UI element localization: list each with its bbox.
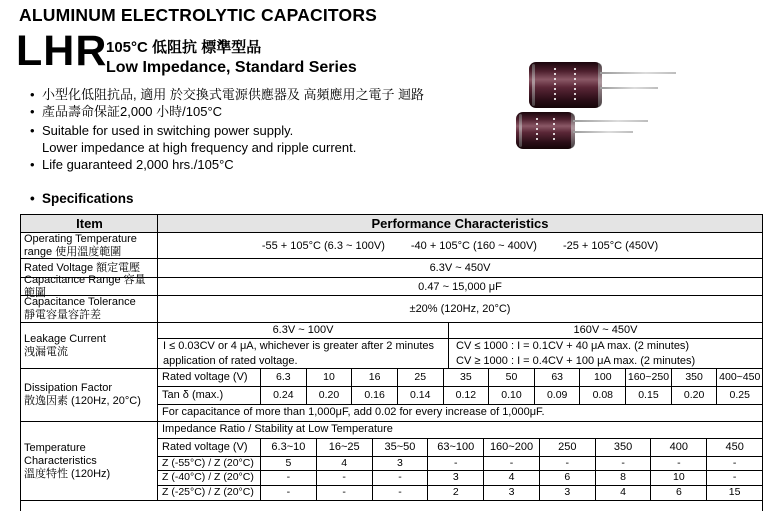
impedance-ratio-cell: 4 [484, 471, 540, 485]
series-subtitle [106, 36, 357, 77]
capacitor-rim [598, 63, 602, 107]
dissipation-tan-cell: 0.09 [535, 387, 581, 404]
impedance-ratio-cell: - [732, 471, 737, 484]
capacitor-print-marking [536, 118, 538, 143]
dissipation-voltage-cell: 400~450 [719, 371, 761, 383]
impedance-ratio-cell: 10 [651, 471, 707, 485]
dissipation-tan-cell: 0.20 [672, 387, 718, 404]
item-label [21, 296, 158, 322]
impedance-ratio-title: Impedance Ratio / Stability at Low Temperature [162, 423, 393, 435]
temperature-voltage-cell: 35~50 [373, 439, 429, 456]
capacitor-print-marking [574, 68, 576, 102]
feature-item [30, 103, 424, 120]
series-subtitle-en: Low Impedance, Standard Series [106, 59, 357, 76]
feature-text: 小型化低阻抗品, 適用 於交換式電源供應器及 高頻應用之電子 迴路 [42, 87, 425, 102]
temperature-voltage-row-header: Rated voltage (V) [158, 439, 261, 456]
dissipation-tan-cell: 0.24 [261, 387, 307, 404]
temperature-voltage-row [158, 438, 762, 456]
row-operating-temperature [21, 232, 762, 258]
capacitor-print-marking [554, 68, 556, 102]
dissipation-note: For capacitance of more than 1,000μF, add 0.02 for every increase of 1,000μF. [158, 404, 762, 421]
item-label-line: Characteristics [24, 454, 97, 467]
row-capacitance-range [21, 273, 762, 299]
dissipation-voltage-cell: 10 [307, 369, 353, 386]
temperature-subtable [158, 422, 762, 500]
feature-item [30, 122, 424, 139]
capacitor-lead [600, 87, 658, 89]
dissipation-factor-values [158, 369, 762, 421]
item-label-line: Operating Temperature [24, 232, 137, 245]
dissipation-tan-row [158, 386, 762, 404]
impedance-ratio-cell: - [261, 471, 317, 485]
leakage-low-range-header: 6.3V ~ 100V [158, 323, 449, 338]
impedance-ratio-cell: 3 [540, 486, 596, 500]
dissipation-tan-cell: 0.25 [729, 389, 750, 402]
impedance-ratio-row-minus40 [158, 470, 762, 485]
dissipation-voltage-cell: 16 [352, 369, 398, 386]
operating-temperature-values [158, 233, 762, 258]
impedance-ratio-cell: - [732, 456, 737, 469]
impedance-ratio-cell: - [373, 471, 429, 485]
item-label-line: Capacitance Range 容量範圍 [24, 273, 146, 299]
specifications-heading [30, 191, 134, 206]
row-dissipation-factor [21, 368, 762, 421]
col-header-item: Item [21, 215, 158, 232]
impedance-ratio-cell: - [317, 486, 373, 500]
impedance-ratio-cell: - [428, 457, 484, 471]
impedance-ratio-cell: - [261, 486, 317, 500]
item-label [21, 422, 158, 500]
leakage-spec-line: CV ≥ 1000 : I = 0.4CV + 100 μA max. (2 minutes) [456, 354, 696, 367]
impedance-ratio-cell: - [596, 457, 652, 471]
row-temperature-characteristics [21, 421, 762, 500]
impedance-ratio-cell: 2 [428, 486, 484, 500]
row-capacitance-tolerance [21, 295, 762, 322]
leakage-subtable [158, 323, 762, 368]
impedance-ratio-cell: - [540, 457, 596, 471]
item-label [21, 369, 158, 421]
leakage-subheaders [158, 323, 762, 339]
temp-range-value: -25 + 105°C (450V) [562, 239, 659, 252]
temperature-voltage-cell: 63~100 [428, 439, 484, 456]
temp-range-value: -55 + 105°C (6.3 ~ 100V) [261, 239, 385, 252]
leakage-high-range-header: 160V ~ 450V [573, 324, 638, 336]
impedance-ratio-cell: 8 [596, 471, 652, 485]
item-label-line: 洩漏電流 [24, 345, 68, 358]
leakage-high-range-spec [449, 339, 762, 368]
impedance-ratio-cell: 4 [596, 486, 652, 500]
rated-voltage-value: 6.3V ~ 450V [429, 262, 491, 274]
feature-text: 產品壽命保証2,000 小時/105°C [42, 104, 223, 119]
temperature-voltage-cell: 400 [651, 439, 707, 456]
impedance-ratio-cell: - [484, 457, 540, 471]
item-label [21, 233, 158, 258]
temperature-voltage-cell: 250 [540, 439, 596, 456]
table-continuation [20, 501, 763, 511]
bullet-icon: • [30, 87, 35, 102]
item-label-line: Rated Voltage 額定電壓 [24, 261, 141, 274]
dissipation-tan-cell: 0.14 [398, 387, 444, 404]
impedance-ratio-cell: 4 [317, 457, 373, 471]
temperature-characteristics-values [158, 422, 762, 500]
page-title: ALUMINUM ELECTROLYTIC CAPACITORS [19, 5, 378, 25]
leakage-subbody [158, 339, 762, 368]
capacitor-lead [573, 131, 633, 133]
bullet-icon: • [30, 104, 35, 119]
temperature-voltage-cell: 450 [725, 440, 744, 453]
capacitor-lead [600, 72, 676, 74]
leakage-spec-line: I ≤ 0.03CV or 4 μA, whichever is greater after 2 minutes [163, 340, 434, 352]
dissipation-subtable [158, 369, 762, 421]
series-subtitle-cjk: 105°C 低阻抗 標準型品 [106, 39, 262, 56]
item-label-line: Leakage Current [24, 332, 106, 345]
impedance-ratio-cell: - [373, 486, 429, 500]
dissipation-voltage-cell: 25 [398, 369, 444, 386]
item-label-line: Temperature [24, 441, 86, 454]
capacitor-photo-large [529, 62, 602, 108]
temp-range-value: -40 + 105°C (160 ~ 400V) [410, 239, 537, 252]
feature-item [30, 139, 424, 156]
item-label [21, 323, 158, 368]
impedance-ratio-row-minus55 [158, 456, 762, 471]
feature-item [30, 156, 424, 173]
impedance-ratio-cell: - [651, 457, 707, 471]
leakage-low-range-spec [158, 339, 449, 368]
dissipation-voltage-row-header: Rated voltage (V) [158, 369, 261, 386]
impedance-ratio-cell: 3 [484, 486, 540, 500]
impedance-ratio-row-label: Z (-25°C) / Z (20°C) [158, 486, 261, 500]
item-label-line: range 使用溫度範圍 [24, 245, 122, 258]
dissipation-voltage-cell: 160~250 [626, 369, 672, 386]
temperature-voltage-cell: 350 [596, 439, 652, 456]
capacitance-tolerance-value: ±20% (120Hz, 20°C) [409, 303, 511, 315]
leakage-spec-line: CV ≤ 1000 : I = 0.1CV + 40 μA max. (2 minutes) [456, 340, 690, 352]
row-leakage-current [21, 322, 762, 368]
leakage-spec-line: application of rated voltage. [163, 354, 298, 367]
dissipation-tan-cell: 0.10 [489, 387, 535, 404]
feature-text: Life guaranteed 2,000 hrs./105°C [42, 157, 234, 172]
dissipation-tan-cell: 0.08 [580, 387, 626, 404]
item-label-line: Capacitance Tolerance [24, 296, 136, 308]
dissipation-tan-cell: 0.16 [352, 387, 398, 404]
impedance-ratio-row-minus25 [158, 485, 762, 500]
temperature-voltage-cell: 6.3~10 [261, 439, 317, 456]
impedance-ratio-cell: - [317, 471, 373, 485]
item-label-line: Dissipation Factor [24, 382, 113, 394]
item-label-line: 靜電容量容許差 [24, 309, 101, 321]
col-header-performance: Performance Characteristics [371, 216, 549, 231]
series-code: LHR [16, 27, 108, 75]
capacitance-range-value: 0.47 ~ 15,000 μF [418, 280, 502, 293]
specifications-heading-text: Specifications [42, 191, 134, 206]
leakage-current-values [158, 323, 762, 368]
capacitor-rim [532, 64, 535, 106]
item-label-line: 溫度特性 (120Hz) [24, 467, 111, 480]
feature-list [30, 86, 424, 173]
impedance-ratio-row-label: Z (-40°C) / Z (20°C) [158, 471, 261, 485]
temperature-voltage-cell: 16~25 [317, 439, 373, 456]
dissipation-voltage-cell: 6.3 [261, 369, 307, 386]
impedance-ratio-cell: 6 [540, 471, 596, 485]
impedance-ratio-cell: 15 [728, 486, 741, 499]
dissipation-voltage-cell: 100 [580, 369, 626, 386]
dissipation-tan-cell: 0.12 [444, 387, 490, 404]
impedance-ratio-cell: 5 [261, 457, 317, 471]
dissipation-tan-cell: 0.20 [307, 387, 353, 404]
table-header-row [21, 215, 762, 232]
temperature-voltage-cell: 160~200 [484, 439, 540, 456]
impedance-ratio-row-label: Z (-55°C) / Z (20°C) [158, 457, 261, 471]
dissipation-tan-row-header: Tan δ (max.) [158, 387, 261, 404]
bullet-icon: • [30, 123, 35, 138]
feature-text: Suitable for used in switching power supply. [42, 123, 294, 138]
impedance-ratio-cell: 3 [373, 457, 429, 471]
dissipation-voltage-row [158, 369, 762, 386]
dissipation-voltage-cell: 35 [444, 369, 490, 386]
capacitor-photo-small [516, 112, 575, 149]
feature-item [30, 86, 424, 103]
dissipation-voltage-cell: 63 [535, 369, 581, 386]
dissipation-voltage-cell: 350 [672, 369, 718, 386]
item-label-line: 散逸因素 (120Hz, 20°C) [24, 395, 141, 407]
impedance-ratio-cell: 6 [651, 486, 707, 500]
item-label [21, 273, 158, 299]
capacitor-rim [519, 114, 522, 147]
impedance-ratio-cell: 3 [428, 471, 484, 485]
bullet-icon: • [30, 157, 35, 172]
dissipation-tan-cell: 0.15 [626, 387, 672, 404]
feature-text: Lower impedance at high frequency and ripple current. [42, 140, 357, 155]
specifications-table [20, 214, 763, 501]
dissipation-voltage-cell: 50 [489, 369, 535, 386]
capacitor-lead [573, 120, 648, 122]
capacitor-print-marking [553, 118, 555, 143]
bullet-icon: • [30, 191, 35, 206]
